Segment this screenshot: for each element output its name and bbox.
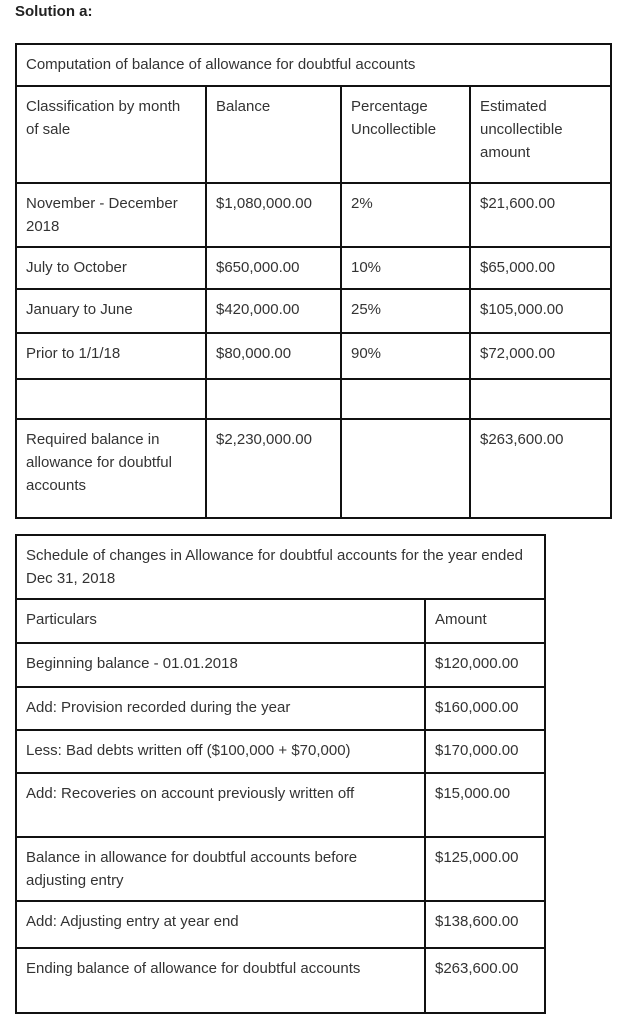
column-header: Balance bbox=[206, 86, 341, 183]
cell: Add: Adjusting entry at year end bbox=[16, 901, 425, 948]
cell: Less: Bad debts written off ($100,000 + $70,000) bbox=[16, 730, 425, 773]
solution-title: Solution a: bbox=[15, 3, 93, 20]
cell: 2% bbox=[341, 183, 470, 247]
column-header: Estimated uncollectible amount bbox=[470, 86, 611, 183]
cell: November - December 2018 bbox=[16, 183, 206, 247]
cell: $170,000.00 bbox=[425, 730, 545, 773]
cell: Ending balance of allowance for doubtful accounts bbox=[16, 948, 425, 1013]
cell: $138,600.00 bbox=[425, 901, 545, 948]
cell: Beginning balance - 01.01.2018 bbox=[16, 643, 425, 687]
table-row bbox=[16, 773, 545, 837]
cell: $80,000.00 bbox=[206, 333, 341, 379]
table-row bbox=[16, 901, 545, 948]
cell: Required balance in allowance for doubtful accounts bbox=[16, 419, 206, 518]
table-caption: Schedule of changes in Allowance for doubtful accounts for the year ended Dec 31, 2018 bbox=[16, 535, 545, 599]
cell bbox=[470, 379, 611, 419]
column-header: Percentage Uncollectible bbox=[341, 86, 470, 183]
cell: $420,000.00 bbox=[206, 289, 341, 333]
cell: July to October bbox=[16, 247, 206, 289]
column-header: Classification by month of sale bbox=[16, 86, 206, 183]
cell: $263,600.00 bbox=[470, 419, 611, 518]
table-row bbox=[16, 333, 611, 379]
cell: $650,000.00 bbox=[206, 247, 341, 289]
column-header: Particulars bbox=[16, 599, 425, 643]
allowance-schedule-table bbox=[15, 534, 546, 1014]
cell: Add: Recoveries on account previously written off bbox=[16, 773, 425, 837]
cell: 90% bbox=[341, 333, 470, 379]
cell: $125,000.00 bbox=[425, 837, 545, 901]
table-row bbox=[16, 289, 611, 333]
cell: $2,230,000.00 bbox=[206, 419, 341, 518]
cell: $21,600.00 bbox=[470, 183, 611, 247]
cell: $72,000.00 bbox=[470, 333, 611, 379]
cell: $105,000.00 bbox=[470, 289, 611, 333]
table-caption: Computation of balance of allowance for doubtful accounts bbox=[16, 44, 611, 86]
table-row bbox=[16, 643, 545, 687]
cell: $15,000.00 bbox=[425, 773, 545, 837]
cell: $65,000.00 bbox=[470, 247, 611, 289]
cell bbox=[341, 419, 470, 518]
empty-row bbox=[16, 379, 611, 419]
table-row bbox=[16, 948, 545, 1013]
cell: Balance in allowance for doubtful accounts before adjusting entry bbox=[16, 837, 425, 901]
cell: $263,600.00 bbox=[425, 948, 545, 1013]
cell: Add: Provision recorded during the year bbox=[16, 687, 425, 730]
cell: 25% bbox=[341, 289, 470, 333]
cell bbox=[206, 379, 341, 419]
total-row bbox=[16, 419, 611, 518]
column-header: Amount bbox=[425, 599, 545, 643]
cell: Prior to 1/1/18 bbox=[16, 333, 206, 379]
cell: $160,000.00 bbox=[425, 687, 545, 730]
table-row bbox=[16, 837, 545, 901]
cell: $120,000.00 bbox=[425, 643, 545, 687]
table-row bbox=[16, 687, 545, 730]
table-row bbox=[16, 247, 611, 289]
cell: January to June bbox=[16, 289, 206, 333]
table-row bbox=[16, 730, 545, 773]
cell: 10% bbox=[341, 247, 470, 289]
cell bbox=[16, 379, 206, 419]
table-row bbox=[16, 183, 611, 247]
cell bbox=[341, 379, 470, 419]
cell: $1,080,000.00 bbox=[206, 183, 341, 247]
allowance-computation-table bbox=[15, 43, 612, 519]
